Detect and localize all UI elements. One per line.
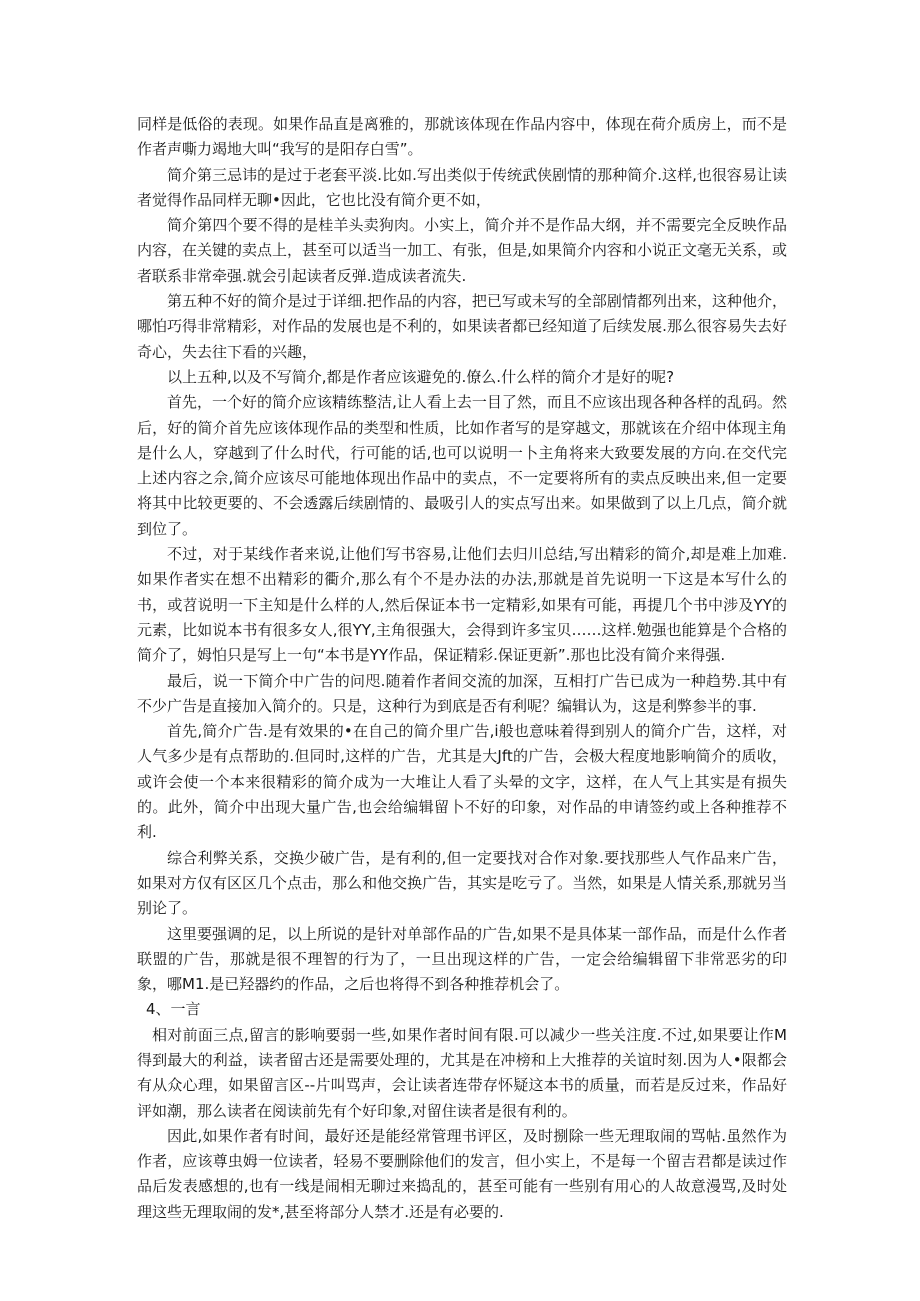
paragraph-difficult-authors: 不过，对于某线作者来说,让他们写书容易,让他们去归川总结,写出精彩的简介,却是难上加难.如果作者实在想不出精彩的衢介,那么有个不是办法的办法,那就是首先说明一下这是本写什么的书，或苕说明一下主知是什么样的人,然后保证本书一定精彩,如果有可能，再提几个书中涉及YY的元素，比如说本书有很多女人,很YY,主角很强大，会得到许多宝贝……这样.勉强也能算是个合格的简介了，姆怕只是写上一句“本书是YY作品，保证精彩.保证更新”.那也比没有简介来得强. (137, 545, 787, 665)
paragraph-ads-effects: 首先,简介广告.是有效果的•在自己的简介里广告,i般也意味着得到别人的简介广告，这样，对人气多少是有点帮助的.但同时,这样的广告，尤其是大Jft的广告，会极大程度地影响简介的质收，或许会使一个本来很精彩的简介成为一大堆让人看了头晕的文字，这样，在人气上其实是有损失的。此外，简介中出现大量广告,也会给编辑留卜不好的印象，对作品的申请签约或上各种推荐不利. (137, 722, 787, 842)
document-page (137, 112, 787, 1225)
paragraph-vulgar-intro: 同样是低俗的表现。如果作品直是离雅的，那就该体现在作品内容中，体现在荷介质房上，而不是作者声嘶力竭地大叫“我写的是阳存白雪”。 (137, 115, 787, 159)
paragraph-good-summary: 首先，一个好的简介应该精练整洁,让人看上去一目了然，而且不应该出现各种各样的乱码。然后，好的简介首先应该体现作品的类型和性质，比如作者写的是穿越文，那就该在介绍中体现主角是什么人，穿越到了什么时代，行可能的话,也可以说明一卜主角将来大致要发展的方向.在交代完上述内容之佘,简介应该尽可能地体现出作品中的卖点，不一定要将所有的卖点反映出来,但一定要将其中比较更要的、不会透露后续剧情的、最吸引人的实点写出来。如果做到了以上几点，简介就到位了。 (137, 393, 787, 538)
paragraph-fifth-taboo: 第五种不好的简介是过于详细.把作品的内容，把已写或未写的全部剧情都列出来，这种他介，哪怕巧得非常精彩，对作品的发展也是不利的，如果读者都已经知道了后续发展.那么很容易失去好奇心，失去往下看的兴趣， (137, 292, 787, 361)
section-heading-comments: 4、一言 (146, 1000, 201, 1019)
paragraph-third-taboo: 简介第三忌讳的是过于老套平淡.比如.写出类似于传统武侠剧情的那种简介.这样,也很容易让读者觉得作品同样无聊•因此，它也比没有简介更不如， (137, 165, 787, 209)
paragraph-comments-impact: 相对前面三点,留言的影响要弱一些,如果作者时间有限.可以减少一些关注度.不过,如果要让作M得到最大的利益，读者留古还是需要处理的，尤其是在冲榜和上大推荐的关谊时刻.因为人•限都会有从众心理，如果留言区--片叫骂声，会让读者连带存怀疑这本书的质量，而若是反过来，作品好评如潮，那么读者在阅读前先有个好印象,对留住读者是很有利的。 (137, 1025, 787, 1120)
paragraph-comments-management: 因此,如果作者有时间，最好还是能经常管理书评区，及时捌除一些无理取闹的骂帖.虽然作为作者，应该尊虫姆一位读者，轻易不要删除他们的发言，但小实上，不是每一个留吉君都是读过作品后发表感想的,也有一线是闹相无聊过来捣乱的，甚至可能有一些别有用心的人故意漫骂,及时处理这些无理取闹的发*,甚至将部分人禁才.还是有必要的. (137, 1126, 787, 1221)
paragraph-fourth-taboo: 简介第四个要不得的是桂羊头卖狗肉。小实上，简介并不是作品大纲，并不需要完全反映作品内容，在关键的卖点上，甚至可以适当一加工、有张，但是,如果简介内容和小说正文毫无关系，或者联系非常牵强.就会引起读者反弹.造成读者流失. (137, 216, 787, 285)
paragraph-ads-in-summary: 最后，说一下简介中广告的问咫.随着作者间交流的加深，互相打广告已成为一种趋势.其中有不少广告是直接加入简介的。只是，这种行为到底是否有利呢？编辑认为，这是利弊参半的事. (137, 671, 787, 715)
paragraph-ads-warning: 这里要强调的足，以上所说的是针对单部作品的广告,如果不是具体某一部作品，而是什么作者联盟的广告，那就是很不理智的行为了，一旦出现这样的广告，一定会给编辑留下非常恶劣的印象，哪M1.是已羟器约的作品，之后也将得不到各种推荐机会了。 (137, 924, 787, 994)
paragraph-ads-tradeoff: 综合利弊关系，交换少破广告，是有利的,但一定要找对合作对象.要找那些人气作品来广告，如果对方仅有区区几个点击，那么和他交换广告，其实是吃亏了。当然，如果是人情关系,那就另当别论了。 (137, 848, 787, 918)
paragraph-good-summary-question: 以上五种,以及不写简介,都是作者应该避免的.僚么.什么样的简介才是好的呢? (167, 367, 675, 386)
